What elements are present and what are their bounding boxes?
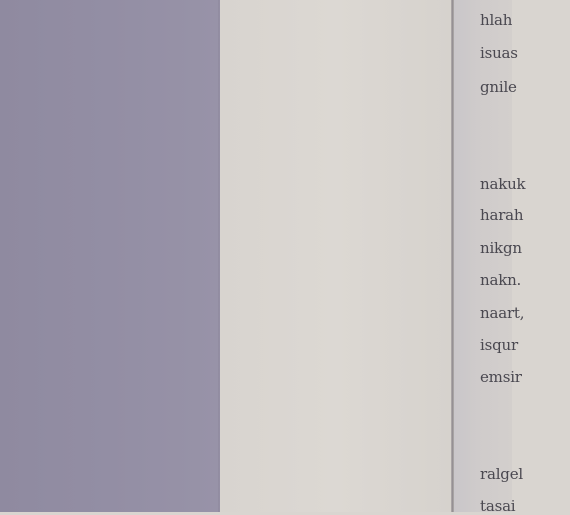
text-line: emsir (480, 368, 522, 386)
text-line: isqur (480, 336, 518, 354)
text-line: nakuk (480, 175, 526, 193)
text-line: isuas (480, 44, 518, 62)
text-line: naart, (480, 304, 525, 322)
text-line: harah (480, 206, 524, 224)
text-line: nikgn (480, 239, 522, 257)
shaded-margin-panel (0, 0, 220, 512)
text-line: nakn. (480, 271, 522, 289)
text-line: ralgel (480, 465, 523, 483)
text-column-panel (454, 0, 526, 515)
text-line: tasai (480, 497, 516, 515)
text-line: hlah (480, 11, 513, 29)
mirrored-text-column (480, 0, 570, 515)
text-line: gnile (480, 78, 517, 96)
blank-page-area (220, 0, 452, 512)
